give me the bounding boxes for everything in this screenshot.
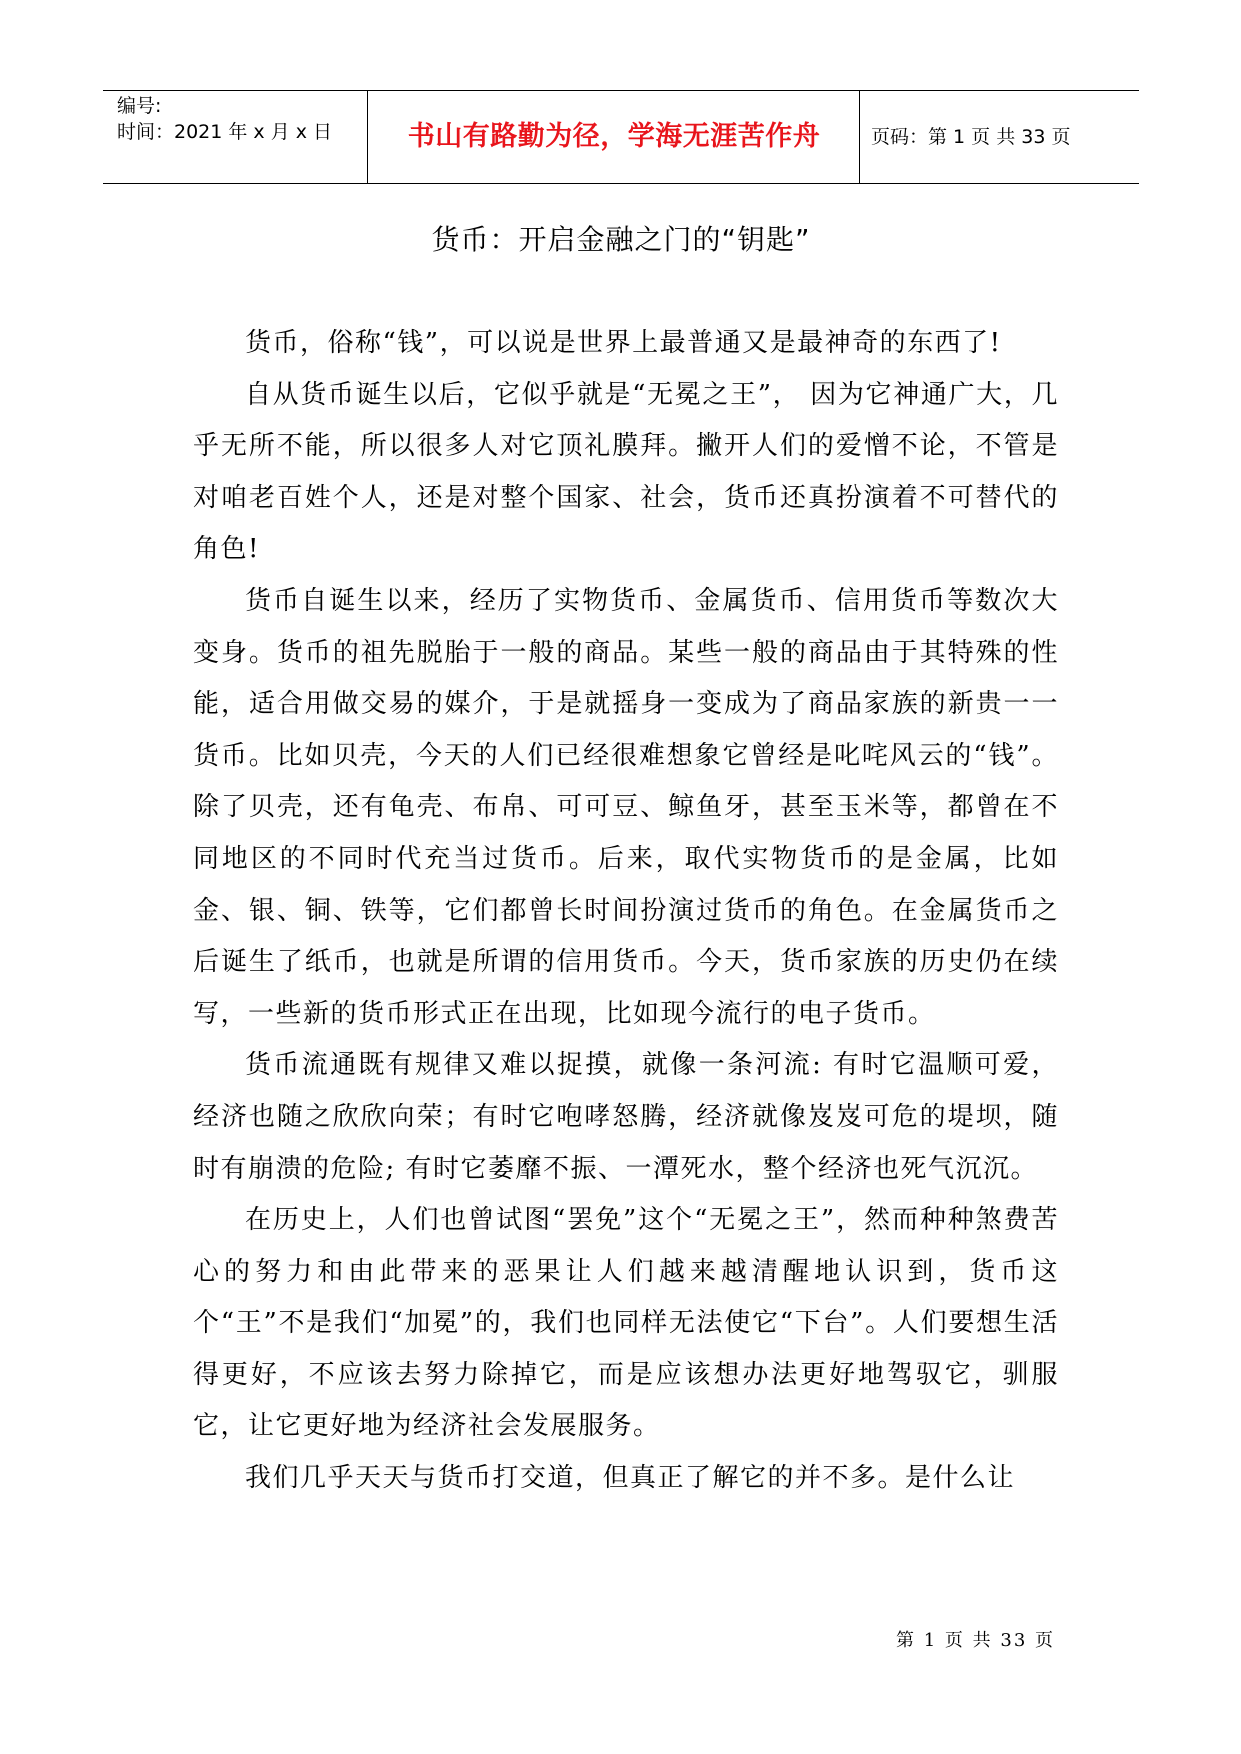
code-label: 编号: bbox=[117, 95, 162, 117]
time-label: 时间：2021 年 x 月 x 日 bbox=[117, 121, 333, 143]
document-title: 货币：开启金融之门的“钥匙” bbox=[431, 223, 811, 256]
paragraph: 自从货币诞生以后，它似乎就是“无冕之王”， 因为它神通广大，几乎无所不能，所以很多人对它顶礼膜拜。撇开人们的爱憎不论，不管是对咱老百姓个人，还是对整个国家、社会，货币还真扮演着不可替代的角色! bbox=[193, 379, 1059, 565]
header-page-info: 页码：第 1 页 共 33 页 bbox=[871, 126, 1071, 148]
paragraph: 我们几乎天天与货币打交道，但真正了解它的并不多。是什么让 bbox=[245, 1463, 1016, 1494]
header-divider-right bbox=[859, 91, 860, 183]
paragraph: 货币自诞生以来，经历了实物货币、金属货币、信用货币等数次大变身。货币的祖先脱胎于一般的商品。某些一般的商品由于其特殊的性能，适合用做交易的媒介，于是就摇身一变成为了商品家族的新贵一一货币。比如贝壳，今天的人们已经很难想象它曾经是叱咤风云的“钱”。除了贝壳，还有龟壳、布帛、可可豆、鲸鱼牙，甚至玉米等，都曾在不同地区的不同时代充当过货币。后来，取代实物货币的是金属，比如金、银、铜、铁等，它们都曾长时间扮演过货币的角色。在金属货币之后诞生了纸币，也就是所谓的信用货币。今天，货币家族的历史仍在续写，一些新的货币形式正在出现，比如现今流行的电子货币。 bbox=[193, 585, 1059, 1029]
document-body bbox=[193, 318, 1059, 1505]
paragraph: 货币，俗称“钱”，可以说是世界上最普通又是最神奇的东西了! bbox=[245, 328, 1002, 358]
page-header bbox=[103, 90, 1139, 184]
header-meta bbox=[103, 91, 367, 183]
header-motto: 书山有路勤为径，学海无涯苦作舟 bbox=[407, 121, 821, 152]
paragraph: 在历史上，人们也曾试图“罢免”这个“无冕之王”，然而种种煞费苦心的努力和由此带来的恶果让人们越来越清醒地认识到，货币这个“王”不是我们“加冕”的，我们也同样无法使它“下台”。人们要想生活得更好，不应该去努力除掉它，而是应该想办法更好地驾驭它，驯服它，让它更好地为经济社会发展服务。 bbox=[193, 1205, 1059, 1442]
page-footer: 第 1 页 共 33 页 bbox=[896, 1630, 1055, 1651]
paragraph: 货币流通既有规律又难以捉摸，就像一条河流: 有时它温顺可爱，经济也随之欣欣向荣；有时它咆哮怒腾，经济就像岌岌可危的堤坝，随时有崩溃的危险; 有时它萎靡不振、一潭死水，整个经济也死气沉沉。 bbox=[193, 1050, 1059, 1184]
header-divider-left bbox=[367, 91, 368, 183]
